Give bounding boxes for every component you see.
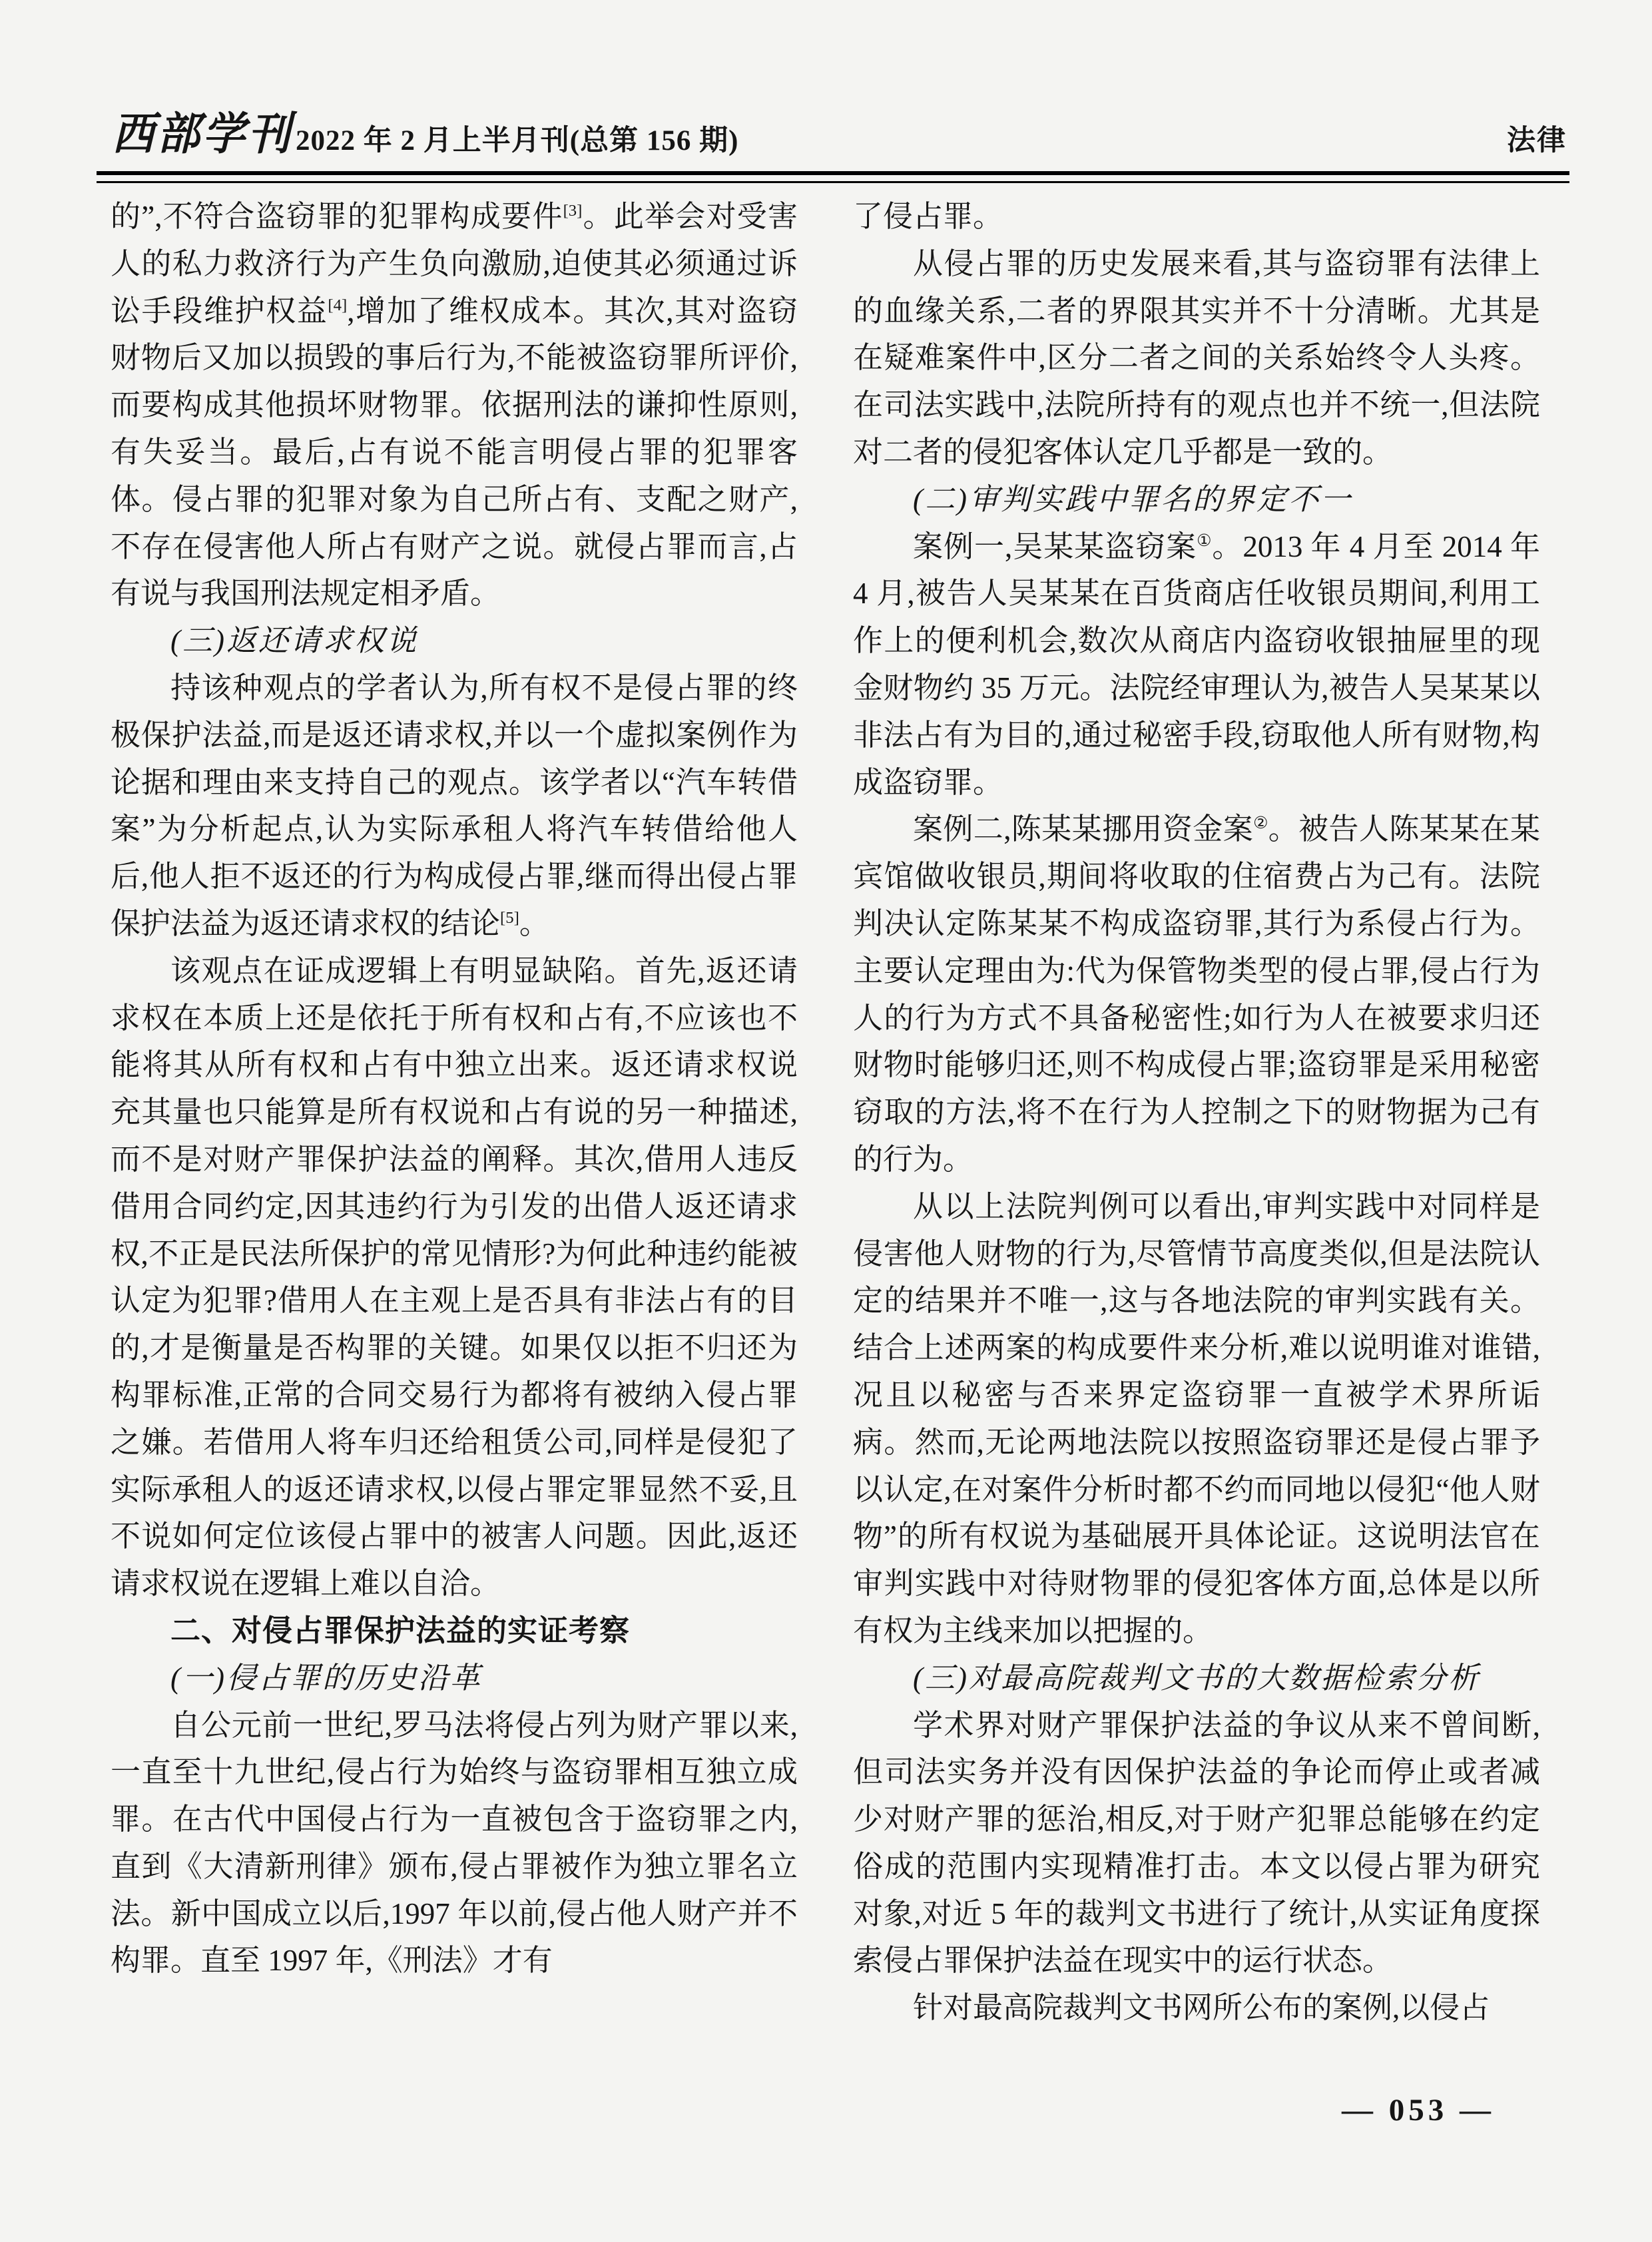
footnote-marker: [5] <box>500 908 519 927</box>
subsection-heading: (三)对最高院裁判文书的大数据检索分析 <box>913 1661 1480 1695</box>
right-column <box>853 193 1540 2032</box>
header-rule <box>97 171 1569 183</box>
subsection-heading: (三)返还请求权说 <box>170 624 418 658</box>
section-label: 法律 <box>1507 125 1567 156</box>
paragraph: 自公元前一世纪,罗马法将侵占列为财产罪以来,一直至十九世纪,侵占行为始终与盗窃罪相互独立成罪。在古代中国侵占行为一直被包含于盗窃罪之内,直到《大清新刑律》颁布,侵占罪被作为独立罪名立法。新中国成立以后,1997 年以前,侵占他人财产并不构罪。直至 1997 年,《刑法》才有 <box>111 1708 798 1978</box>
paragraph-continuation: 了侵占罪。 <box>853 200 1003 233</box>
paragraph: 该观点在证成逻辑上有明显缺陷。首先,返还请求权在本质上还是依托于所有权和占有,不应该也不能将其从所有权和占有中独立出来。返还请求权说充其量也只能算是所有权说和占有说的另一种描述,而不是对财产罪保护法益的阐释。其次,借用人违反借用合同约定,因其违约行为引发的出借人返还请求权,不正是民法所保护的常见情形?为何此种违约能被认定为犯罪?借用人在主观上是否具有非法占有的目的,才是衡量是否构罪的关键。如果仅以拒不归还为构罪标准,正常的合同交易行为都将有被纳入侵占罪之嫌。若借用人将车归还给租赁公司,同样是侵犯了实际承租人的返还请求权,以侵占罪定罪显然不妥,且不说如何定位该侵占罪中的被害人问题。因此,返还请求权说在逻辑上难以自洽。 <box>111 954 798 1601</box>
footnote-marker: [4] <box>328 296 348 314</box>
paragraph: 案例一,吴某某盗窃案①。2013 年 4 月至 2014 年 4 月,被告人吴某某在百货商店任收银员期间,利用工作上的便利机会,数次从商店内盗窃收银抽屉里的现金财物约 35 万元。法院经审理认为,被告人吴某某以非法占有为目的,通过秘密手段,窃取他人所有财物,构成盗窃罪。 <box>853 529 1540 799</box>
journal-logo: 西部学刊 <box>112 108 293 160</box>
subsection-heading: (一)侵占罪的历史沿革 <box>170 1661 482 1695</box>
footnote-marker: [3] <box>563 202 583 220</box>
footnote-marker: ① <box>1197 531 1213 550</box>
page-header <box>112 101 1567 162</box>
paragraph: 针对最高院裁判文书网所公布的案例,以侵占 <box>913 1991 1490 2025</box>
section-heading: 二、对侵占罪保护法益的实证考察 <box>170 1613 631 1647</box>
left-column <box>111 193 798 1984</box>
page-number: — 053 — <box>1342 2093 1495 2127</box>
paragraph: 学术界对财产罪保护法益的争议从来不曾间断,但司法实务并没有因保护法益的争论而停止或者减少对财产罪的惩治,相反,对于财产犯罪总能够在约定俗成的范围内实现精准打击。本文以侵占罪为研究对象,对近 5 年的裁判文书进行了统计,从实证角度探索侵占罪保护法益在现实中的运行状态。 <box>853 1708 1540 1978</box>
paragraph: 从侵占罪的历史发展来看,其与盗窃罪有法律上的血缘关系,二者的界限其实并不十分清晰。尤其是在疑难案件中,区分二者之间的关系始终令人头疼。在司法实践中,法院所持有的观点也并不统一,但法院对二者的侵犯客体认定几乎都是一致的。 <box>853 246 1540 469</box>
issue-info: 2022 年 2 月上半月刊(总第 156 期) <box>296 125 739 156</box>
paragraph: 持该种观点的学者认为,所有权不是侵占罪的终极保护法益,而是返还请求权,并以一个虚拟案例作为论据和理由来支持自己的观点。该学者以“汽车转借案”为分析起点,认为实际承租人将汽车转借给他人后,他人拒不返还的行为构成侵占罪,继而得出侵占罪保护法益为返还请求权的结论[5]。 <box>111 671 798 940</box>
paragraph: 案例二,陈某某挪用资金案②。被告人陈某某在某宾馆做收银员,期间将收取的住宿费占为己有。法院判决认定陈某某不构成盗窃罪,其行为系侵占行为。主要认定理由为:代为保管物类型的侵占罪,侵占行为人的行为方式不具备秘密性;如行为人在被要求归还财物时能够归还,则不构成侵占罪;盗窃罪是采用秘密窃取的方法,将不在行为人控制之下的财物据为己有的行为。 <box>853 812 1540 1176</box>
subsection-heading: (二)审判实践中罪名的界定不一 <box>913 482 1352 516</box>
footnote-marker: ② <box>1253 814 1268 833</box>
paragraph: 从以上法院判例可以看出,审判实践中对同样是侵害他人财物的行为,尽管情节高度类似,但是法院认定的结果并不唯一,这与各地法院的审判实践有关。结合上述两案的构成要件来分析,难以说明谁对谁错,况且以秘密与否来界定盗窃罪一直被学术界所诟病。然而,无论两地法院以按照盗窃罪还是侵占罪予以认定,在对案件分析时都不约而同地以侵犯“他人财物”的所有权说为基础展开具体论证。这说明法官在审判实践中对待财物罪的侵犯客体方面,总体是以所有权为主线来加以把握的。 <box>853 1189 1540 1647</box>
paragraph-continuation: 的”,不符合盗窃罪的犯罪构成要件[3]。此举会对受害人的私力救济行为产生负向激励,迫使其必须通过诉讼手段维护权益[4],增加了维权成本。其次,其对盗窃财物后又加以损毁的事后行为,不能被盗窃罪所评价,而要构成其他损坏财物罪。依据刑法的谦抑性原则,有失妥当。最后,占有说不能言明侵占罪的犯罪客体。侵占罪的犯罪对象为自己所占有、支配之财产,不存在侵害他人所占有财产之说。就侵占罪而言,占有说与我国刑法规定相矛盾。 <box>111 200 798 611</box>
